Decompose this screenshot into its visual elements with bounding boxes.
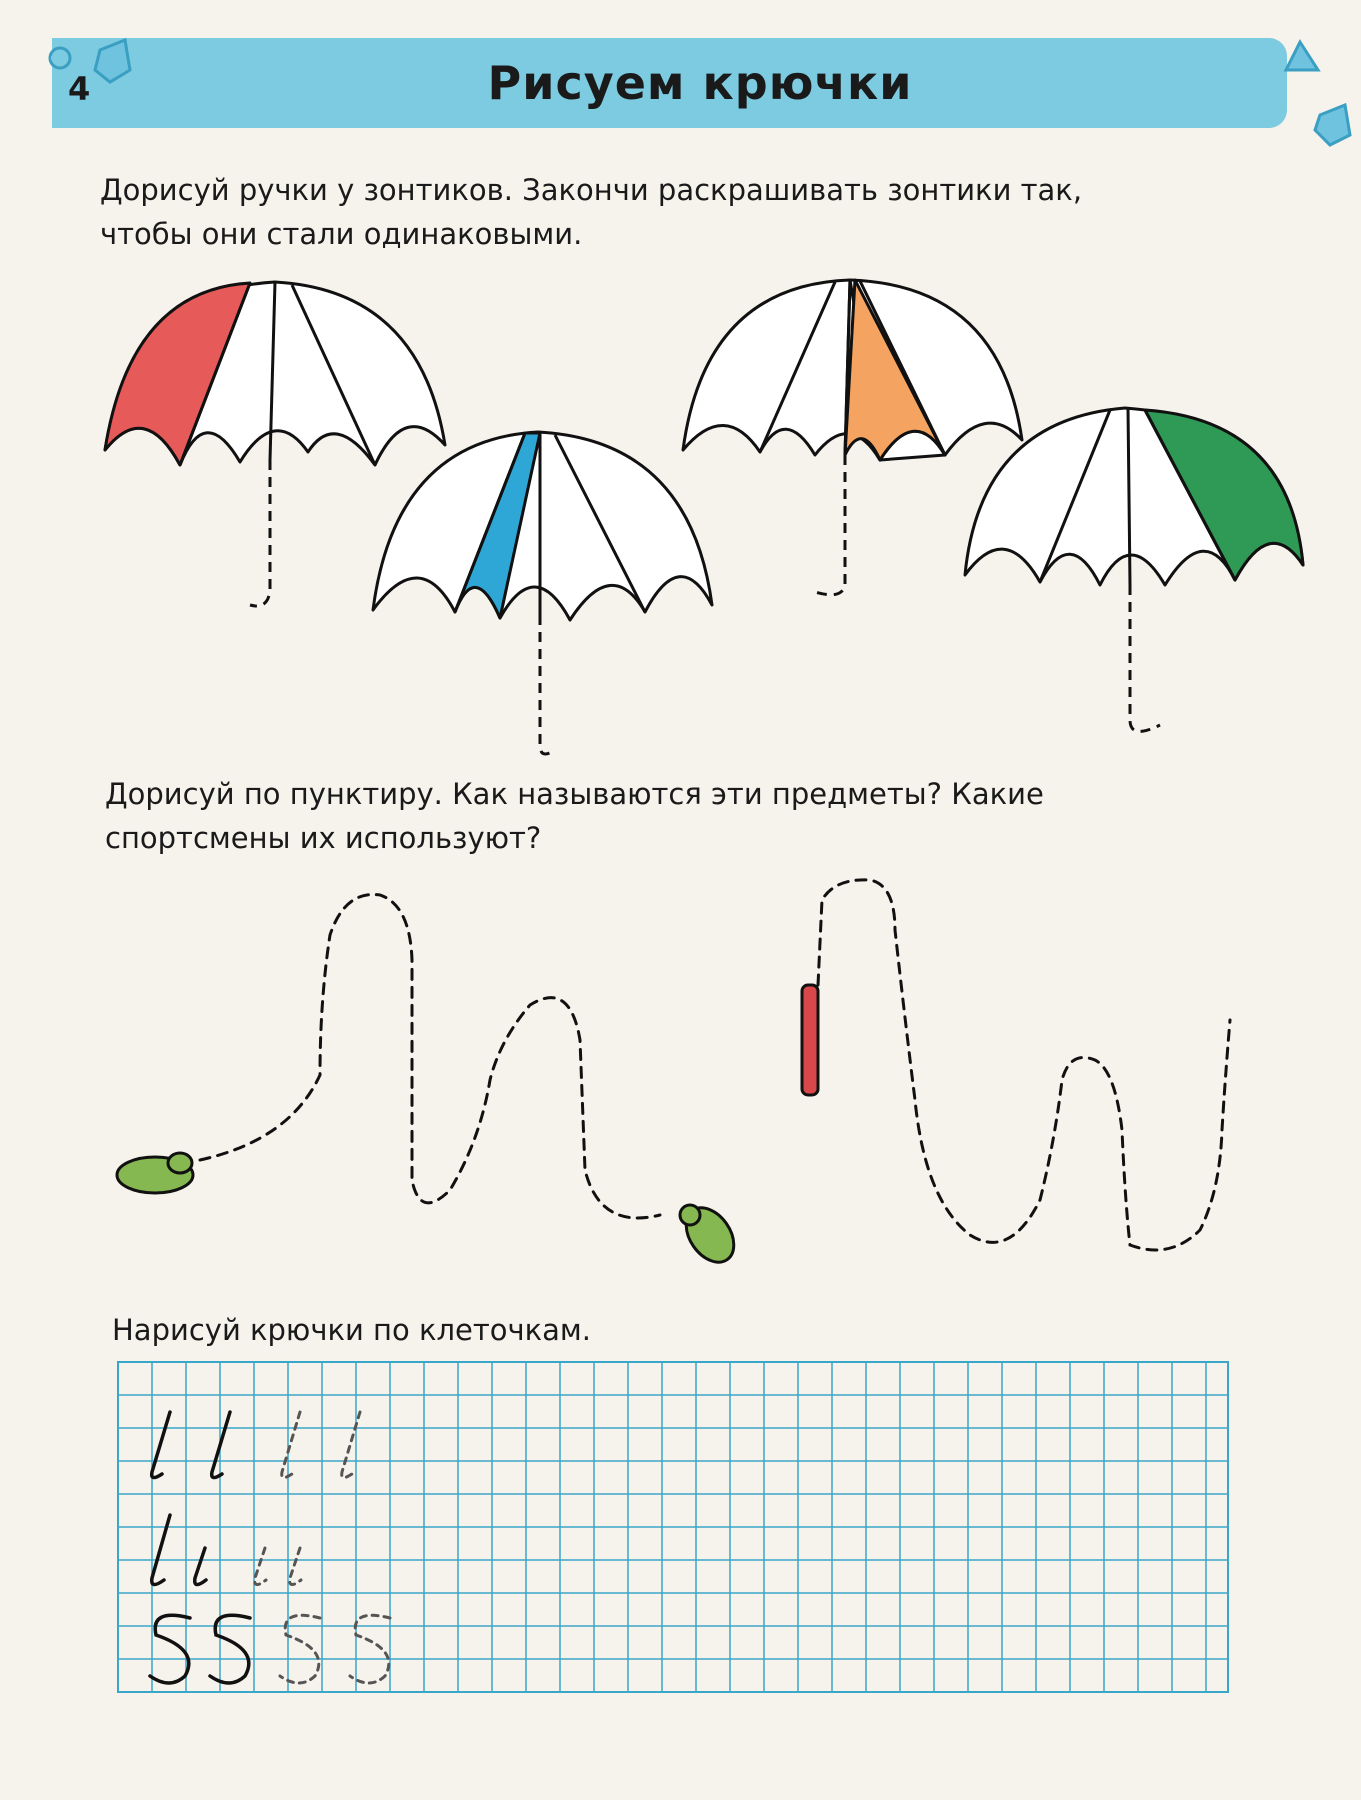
task-1-line-2: чтобы они стали одинаковыми. (100, 217, 583, 251)
umbrella-green (965, 408, 1303, 731)
task-1-line-1: Дорисуй ручки у зонтиков. Закончи раскрашивать зонтики так, (100, 173, 1083, 207)
ski-pole-object (117, 985, 818, 1271)
task-2-line-1: Дорисуй по пунктиру. Как называются эти предметы? Какие (105, 777, 1044, 811)
page-title: Рисуем крючки (487, 56, 913, 110)
header-decoration (50, 40, 1350, 145)
practice-grid (118, 1362, 1228, 1692)
dotted-trace-figure (200, 880, 1230, 1250)
page-number: 4 (68, 70, 91, 108)
hook-examples (150, 1412, 250, 1683)
task-2-line-2: спортсмены их используют? (105, 821, 542, 855)
task-3-line-1: Нарисуй крючки по клеточкам. (112, 1313, 592, 1347)
umbrella-blue (373, 432, 712, 754)
